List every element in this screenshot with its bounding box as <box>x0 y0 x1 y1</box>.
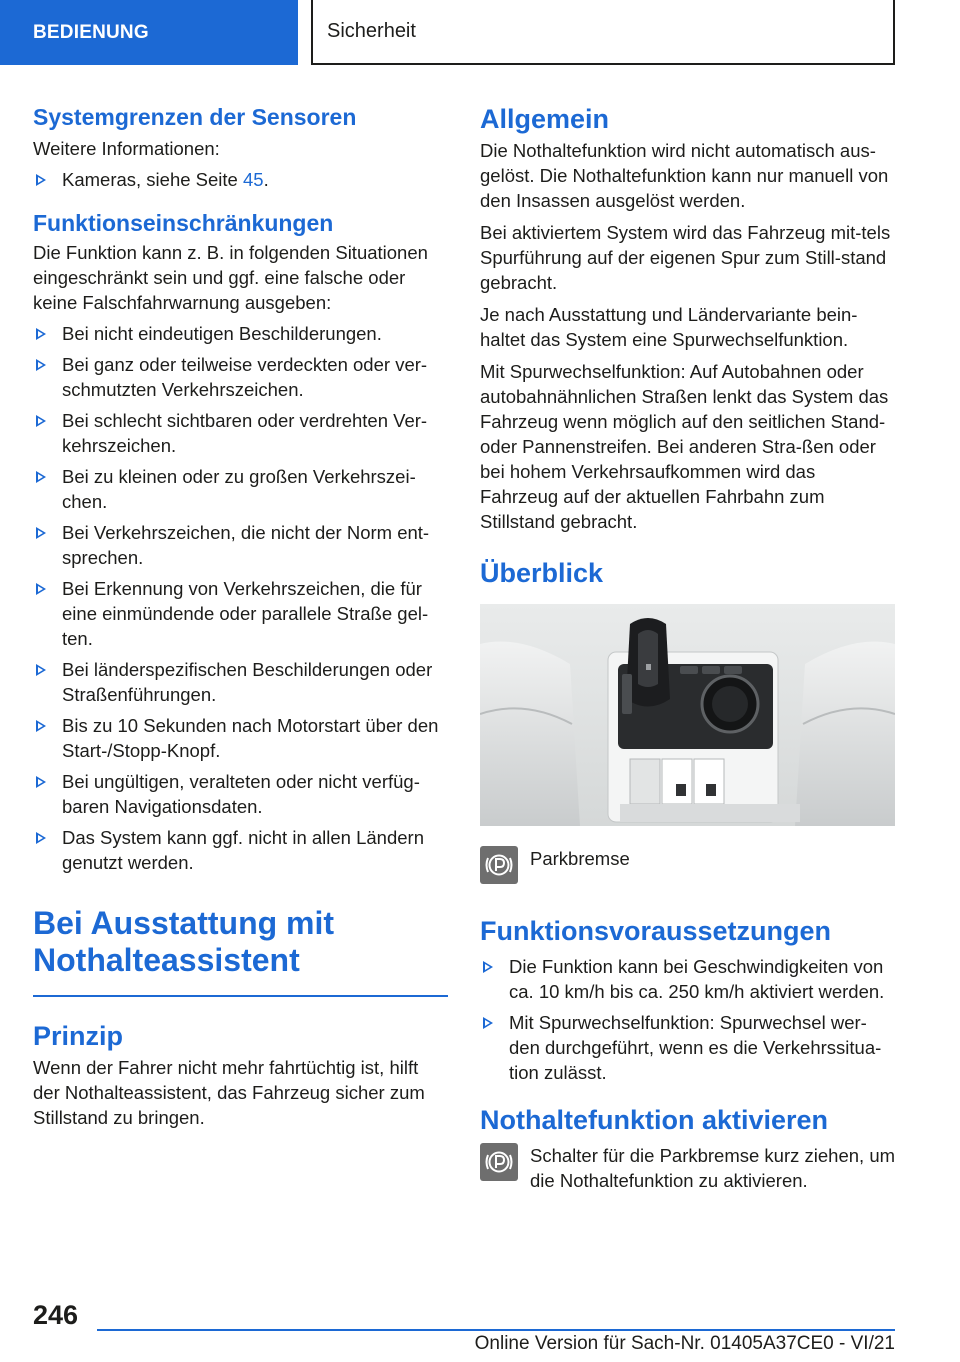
triangle-bullet-icon <box>36 328 46 340</box>
list-item-text: Die Funktion kann bei Geschwindigkeiten von ca. 10 km/h bis ca. 250 km/h aktiviert werden. <box>509 956 885 1002</box>
triangle-bullet-icon <box>483 961 493 973</box>
list-item <box>33 167 448 192</box>
list-voraussetzungen <box>480 954 895 1085</box>
triangle-bullet-icon <box>36 720 46 732</box>
triangle-bullet-icon <box>36 664 46 676</box>
list-item <box>33 321 448 346</box>
heading-ueberblick: Überblick <box>480 558 604 588</box>
heading-ausstattung: Bei Ausstattung mit Nothalteassistent <box>33 905 335 978</box>
triangle-bullet-icon <box>36 776 46 788</box>
page-link[interactable]: 45 <box>242 169 264 190</box>
list-item <box>33 713 448 763</box>
list-item-text: Das System kann ggf. nicht in allen Ländern genutzt werden. <box>62 827 424 873</box>
list-item <box>33 352 448 402</box>
triangle-bullet-icon <box>483 1017 493 1029</box>
list-item <box>480 1010 895 1085</box>
list-item-text: Bei Verkehrszeichen, die nicht der Norm ent-sprechen. <box>62 522 430 568</box>
page-number: 246 <box>33 1300 79 1330</box>
list-item <box>33 769 448 819</box>
section-divider <box>33 995 448 997</box>
list-situationen <box>33 321 448 875</box>
heading-funktionseinschraenkungen: Funktionseinschränkungen <box>33 210 334 236</box>
heading-systemgrenzen: Systemgrenzen der Sensoren <box>33 104 357 130</box>
paragraph-weitere: Weitere Informationen: <box>33 138 220 159</box>
section-tab <box>311 0 895 65</box>
list-item <box>33 657 448 707</box>
heading-funktionsvoraussetzungen: Funktionsvoraussetzungen <box>480 916 832 946</box>
footer-version: Online Version für Sach-Nr. 01405A37CE0 - VI/21 <box>474 1333 895 1354</box>
triangle-bullet-icon <box>36 527 46 539</box>
list-item <box>33 520 448 570</box>
heading-prinzip: Prinzip <box>33 1021 124 1051</box>
list-item <box>33 464 448 514</box>
list-item <box>33 825 448 875</box>
list-item-text: Bei ganz oder teilweise verdeckten oder ver-schmutzten Verkehrszeichen. <box>62 354 428 400</box>
list-item <box>33 576 448 651</box>
list-item-text: Bei länderspezifischen Beschilderungen oder Straßenführungen. <box>62 659 433 705</box>
center-console-photo <box>480 604 895 826</box>
triangle-bullet-icon <box>36 471 46 483</box>
paragraph-allgemein-1: Die Nothaltefunktion wird nicht automatisch aus-gelöst. Die Nothaltefunktion kann nur manuell von den Insassen ausgelöst werden. <box>480 140 889 211</box>
triangle-bullet-icon <box>36 832 46 844</box>
list-item <box>480 954 895 1004</box>
heading-allgemein: Allgemein <box>480 104 610 134</box>
list-item-text: Bei nicht eindeutigen Beschilderungen. <box>62 323 382 344</box>
triangle-bullet-icon <box>36 415 46 427</box>
paragraph-allgemein-2: Bei aktiviertem System wird das Fahrzeug mit-tels Spurführung auf der eigenen Spur zum Still-stand gebracht. <box>480 222 891 293</box>
right-column <box>480 98 895 1193</box>
chapter-tab <box>0 0 298 65</box>
heading-nothaltefunktion: Nothaltefunktion aktivieren <box>480 1105 829 1135</box>
list-item-text: Bei Erkennung von Verkehrszeichen, die für eine einmündende oder parallele Straße gel-ten. <box>62 578 429 649</box>
section-label: Sicherheit <box>327 20 416 42</box>
footer-divider <box>97 1329 895 1331</box>
list-item-text: Bis zu 10 Sekunden nach Motorstart über den Start-/Stopp-Knopf. <box>62 715 439 761</box>
paragraph-schalter: Schalter für die Parkbremse kurz ziehen, um die Nothaltefunktion zu aktivieren. <box>530 1145 896 1191</box>
list-item-text: Bei schlecht sichtbaren oder verdrehten Ver-kehrszeichen. <box>62 410 428 456</box>
list-item-text: Bei ungültigen, veralteten oder nicht verfüg-baren Navigationsdaten. <box>62 771 420 817</box>
paragraph-funktion: Die Funktion kann z. B. in folgenden Situationen eingeschränkt sein und ggf. eine falsche oder keine Falschfahrwarnung ausgeben: <box>33 242 428 313</box>
parkbremse-legend <box>480 846 895 884</box>
caption-parkbremse: Parkbremse <box>530 848 630 869</box>
paragraph-prinzip: Wenn der Fahrer nicht mehr fahrtüchtig ist, hilft der Nothalteassistent, das Fahrzeug sicher zum Stillstand zu bringen. <box>33 1057 425 1128</box>
list-item-text-end: . <box>263 169 269 190</box>
left-column <box>33 98 448 1130</box>
triangle-bullet-icon <box>36 583 46 595</box>
paragraph-allgemein-4: Mit Spurwechselfunktion: Auf Autobahnen oder autobahnähnlichen Straßen lenkt das System das Fahrzeug wenn möglich auf den seitlichen Stand- oder Pannenstreifen. Bei anderen Stra-ßen oder bei hohem Verkehrsaufkommen wird das Fahrzeug auf der aktuellen Fahrbahn zum Stillstand gebracht. <box>480 361 889 532</box>
center-console-illustration <box>480 604 895 826</box>
triangle-bullet-icon <box>36 174 46 186</box>
paragraph-allgemein-3: Je nach Ausstattung und Ländervariante bein-haltet das System eine Spurwechselfunktion. <box>480 304 858 350</box>
list-item-text: Mit Spurwechselfunktion: Spurwechsel wer-den durchgeführt, wenn es die Verkehrssitua-tion zulässt. <box>509 1012 882 1083</box>
triangle-bullet-icon <box>36 359 46 371</box>
list-item-text: Kameras, siehe Seite <box>62 169 243 190</box>
list-item-text: Bei zu kleinen oder zu großen Verkehrszei-chen. <box>62 466 416 512</box>
parking-brake-icon <box>480 1143 518 1181</box>
chapter-label: BEDIENUNG <box>33 21 149 43</box>
nothalte-instruction <box>480 1143 895 1193</box>
list-kameras <box>33 167 448 192</box>
list-item <box>33 408 448 458</box>
parking-brake-icon <box>480 846 518 884</box>
